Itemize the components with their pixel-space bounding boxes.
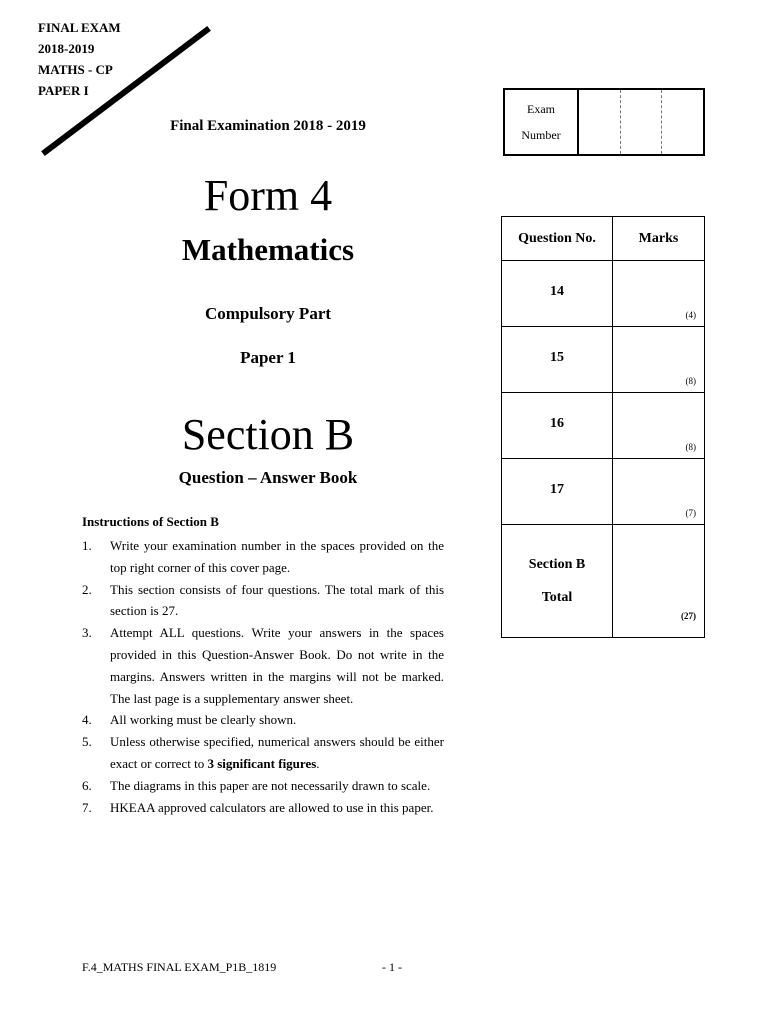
max-marks: (8) — [685, 442, 696, 452]
marks-header: Marks — [613, 217, 705, 261]
item-text: All working must be clearly shown. — [110, 712, 297, 728]
exam-number-cell[interactable] — [621, 90, 663, 154]
list-item — [82, 709, 444, 731]
table-row — [502, 459, 705, 525]
table-row — [502, 327, 705, 393]
table-row — [502, 261, 705, 327]
item-number: 3. — [82, 625, 92, 641]
exam-number-label — [505, 90, 579, 154]
max-marks: (8) — [685, 376, 696, 386]
table-row — [502, 393, 705, 459]
marks-cell[interactable] — [613, 459, 705, 525]
paper-title: Paper 1 — [240, 348, 296, 367]
exam-number-cell[interactable] — [579, 90, 621, 154]
instructions-list — [82, 535, 444, 818]
max-marks: (4) — [685, 310, 696, 320]
book-title: Question – Answer Book — [178, 468, 358, 487]
instructions-heading: Instructions of Section B — [82, 514, 219, 529]
marks-table — [501, 216, 705, 638]
item-text: Attempt ALL questions. Write your answers in the spaces provided in this Question-Answer Book. Do not write in the margins. Answers written in the margins will not be marked. The last page is a supplementary answer sheet. — [110, 625, 444, 706]
item-number: 6. — [82, 777, 92, 793]
question-number: 17 — [502, 459, 613, 525]
page-number: - 1 - — [382, 960, 402, 974]
exam-label-line2: Number — [521, 128, 561, 142]
footer-code: F.4_MATHS FINAL EXAM_P1B_1819 — [82, 960, 277, 974]
question-number: 14 — [502, 261, 613, 327]
item-number: 1. — [82, 538, 92, 553]
list-item — [82, 579, 444, 623]
total-label-line2: Total — [541, 590, 573, 605]
total-row — [502, 525, 705, 638]
corner-line-exam: FINAL EXAM — [38, 20, 121, 35]
list-item — [82, 535, 444, 579]
item-text: Write your examination number in the spaces provided on the top right corner of this cover page. — [110, 538, 444, 575]
total-max-marks: (27) — [681, 611, 696, 621]
question-no-header: Question No. — [502, 217, 613, 261]
exam-number-cell[interactable] — [662, 90, 703, 154]
max-marks: (7) — [685, 508, 696, 518]
corner-line-subject: MATHS - CP — [38, 62, 113, 77]
item-text: HKEAA approved calculators are allowed to use in this paper. — [110, 799, 434, 815]
list-item — [82, 797, 444, 819]
list-item — [82, 731, 444, 775]
item-text: This section consists of four questions. The total mark of this section is 27. — [110, 581, 444, 619]
list-item — [82, 622, 444, 709]
form-title: Form 4 — [203, 171, 333, 220]
part-title: Compulsory Part — [204, 304, 332, 323]
corner-line-paper: PAPER I — [38, 83, 89, 98]
item-text: The diagrams in this paper are not necessarily drawn to scale. — [110, 777, 431, 793]
marks-cell[interactable] — [613, 261, 705, 327]
marks-cell[interactable] — [613, 393, 705, 459]
item-text-bold: 3 significant figures — [207, 755, 317, 771]
marks-table-header — [502, 217, 705, 261]
corner-line-year: 2018-2019 — [38, 41, 95, 56]
subject-title: Mathematics — [181, 232, 355, 267]
marks-cell[interactable] — [613, 327, 705, 393]
item-text-after: . — [316, 755, 320, 771]
list-item — [82, 775, 444, 797]
item-number: 5. — [82, 734, 92, 750]
item-number: 4. — [82, 712, 92, 728]
total-label-line1: Section B — [528, 557, 586, 572]
item-number: 7. — [82, 799, 92, 815]
total-marks-cell[interactable] — [613, 525, 705, 638]
item-number: 2. — [82, 581, 92, 597]
exam-title: Final Examination 2018 - 2019 — [170, 118, 366, 134]
item-text-before: Unless otherwise specified, numerical answers should be either exact or correct to — [110, 734, 444, 771]
section-total-label — [502, 525, 613, 638]
question-number: 16 — [502, 393, 613, 459]
section-title: Section B — [181, 410, 355, 459]
item-text — [110, 731, 444, 775]
exam-number-box — [503, 88, 705, 156]
question-number: 15 — [502, 327, 613, 393]
exam-label-line1: Exam — [527, 102, 555, 116]
